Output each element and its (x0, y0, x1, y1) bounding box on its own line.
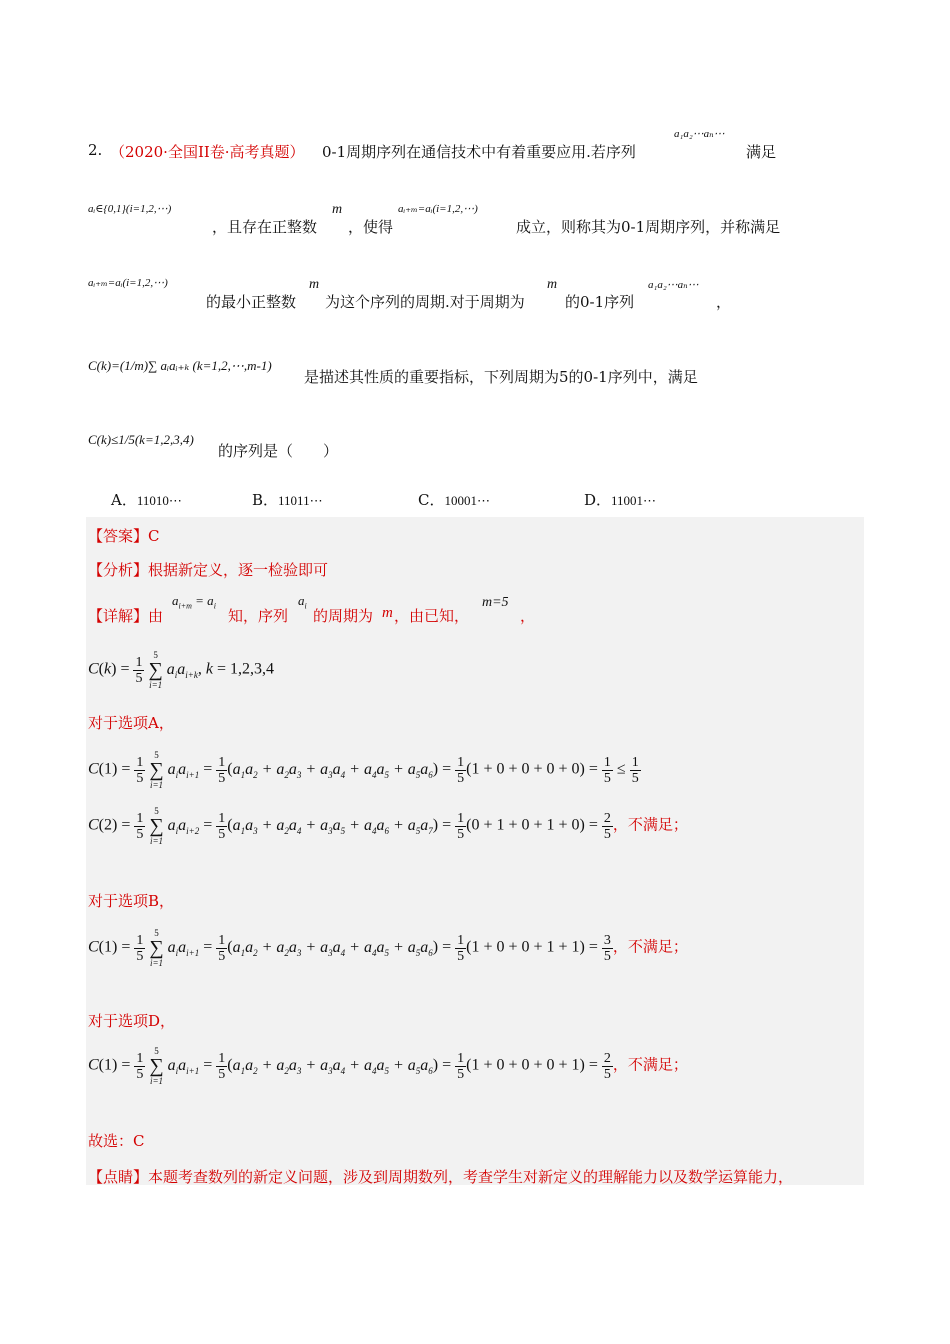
line3-text-1: 的最小正整数 (206, 293, 297, 311)
sequence-expression: a₁a₂⋯aₙ⋯ (674, 128, 725, 140)
detail-condition-expression: $a_{i+m} = a_i$ (172, 593, 216, 611)
line3-text-3: 的0-1序列 (565, 293, 635, 311)
detail-m: m (382, 605, 393, 621)
line5-text: 的序列是（ ） (218, 442, 339, 460)
option-a-not-satisfy: ，不满足； (612, 815, 688, 834)
analysis-text: 根据新定义，逐一检验即可 (148, 561, 329, 579)
line3-end: ， (716, 293, 732, 311)
option-a-c1-equation: C(1) = $\frac{1}{5}$ 5 ∑ i=1 $a_ia_{i+1}$ = $\frac{1}{5}$ $(a_1a_2 + a_2a_3 + a_3a_4 + a_4a_5 + a_5a_6)$ = $\frac{1}{5}$ (1 + 0 + 0 + 0 + 0) = $\frac{1}{5}$ ≤ $\frac{1}{5}$ (88, 750, 639, 790)
variable-m: m (332, 202, 343, 217)
option-a[interactable] (111, 489, 182, 510)
detail-tag: 【详解】 (88, 607, 149, 625)
option-c[interactable] (418, 489, 490, 510)
ck-formula: C(k) = $\frac{1}{5}$ 5 ∑ i=1 $a_ia_{i+k}$, k = 1,2,3,4 (88, 650, 274, 690)
option-b-c1-equation: C(1) = $\frac{1}{5}$ 5 ∑ i=1 $a_ia_{i+1}$ = $\frac{1}{5}$ $(a_1a_2 + a_2a_3 + a_3a_4 + a_4a_5 + a_5a_6)$ = $\frac{1}{5}$ (1 + 0 + 0 + 1 + 1) = $\frac{3}{5}$ ，不满足； (88, 928, 688, 968)
option-b-heading: 对于选项B， (88, 892, 175, 910)
option-d-c1-equation: C(1) = $\frac{1}{5}$ 5 ∑ i=1 $a_ia_{i+1}$ = $\frac{1}{5}$ $(a_1a_2 + a_2a_3 + a_3a_4 + a_4a_5 + a_5a_6)$ = $\frac{1}{5}$ (1 + 0 + 0 + 0 + 1) = $\frac{2}{5}$ ，不满足； (88, 1046, 688, 1086)
option-d[interactable] (584, 489, 656, 510)
comment-text: 本题考查数列的新定义问题，涉及到周期数列，考查学生对新定义的理解能力以及数学运算能力， (148, 1168, 794, 1186)
detail-text-1: 由 (148, 607, 164, 625)
answer-tag: 【答案】 (88, 527, 149, 545)
detail-m-equals-5: m=5 (482, 595, 509, 610)
answer-value: C (148, 527, 160, 545)
option-a-c2-equation: C(2) = $\frac{1}{5}$ 5 ∑ i=1 $a_ia_{i+2}$ = $\frac{1}{5}$ $(a_1a_3 + a_2a_4 + a_3a_5 + a_4a_6 + a_5a_7)$ = $\frac{1}{5}$ (0 + 1 + 0 + 1 + 0) = $\frac{2}{5}$ ，不满足； (88, 806, 688, 846)
detail-text-4: ，由已知， (394, 607, 470, 625)
detail-text-2: 知，序列 (228, 607, 289, 625)
periodic-condition-expression: aᵢ₊ₘ=aᵢ(i=1,2,⋯) (398, 203, 478, 215)
line2-text-3: 成立，则称其为0-1周期序列，并称满足 (516, 218, 781, 236)
line4-text: 是描述其性质的重要指标，下列周期为5的0-1序列中，满足 (304, 368, 698, 386)
ck-condition-expression: C(k)≤1/5(k=1,2,3,4) (88, 432, 194, 447)
line2-text-1: ，且存在正整数 (212, 218, 318, 236)
question-number: 2. (88, 141, 103, 159)
option-d-not-satisfy: ，不满足； (612, 1055, 688, 1074)
conclusion: 故选：C (88, 1132, 145, 1150)
detail-line (88, 605, 163, 626)
ck-definition-expression: C(k)=(1/m)∑ aᵢaᵢ₊ₖ (k=1,2,⋯,m-1) (88, 358, 272, 373)
satisfy-text: 满足 (746, 143, 777, 161)
line3-text-2: 为这个序列的周期.对于周期为 (325, 293, 525, 311)
comment-tag: 【点睛】 (88, 1168, 149, 1186)
answer-line (88, 525, 160, 546)
option-d-value: 11001⋯ (611, 493, 657, 508)
option-b-not-satisfy: ，不满足； (612, 937, 688, 956)
line2-text-2: ，使得 (348, 218, 394, 236)
analysis-line (88, 559, 328, 580)
comment-line (88, 1166, 793, 1187)
option-a-value: 11010⋯ (136, 493, 182, 508)
option-a-heading: 对于选项A， (88, 714, 174, 732)
analysis-tag: 【分析】 (88, 561, 149, 579)
option-a-label: A． (111, 491, 137, 509)
detail-sequence-ai: $a_i$ (298, 593, 307, 611)
option-c-label: C． (418, 491, 445, 509)
periodic-condition-expression-2: aᵢ₊ₘ=aᵢ(i=1,2,⋯) (88, 277, 168, 289)
question-intro: 0-1周期序列在通信技术中有着重要应用.若序列 (322, 143, 636, 161)
option-d-label: D． (584, 491, 612, 509)
option-b-label: B． (252, 491, 279, 509)
detail-text-5: ， (520, 607, 536, 625)
variable-m-3: m (547, 277, 558, 292)
membership-expression: aᵢ∈{0,1}(i=1,2,⋯) (88, 203, 172, 215)
option-d-heading: 对于选项D， (88, 1012, 176, 1030)
option-b-value: 11011⋯ (278, 493, 323, 508)
option-c-value: 10001⋯ (444, 493, 490, 508)
question-source: （2020·全国II卷·高考真题） (110, 143, 305, 161)
sequence-expression-2: a₁a₂⋯aₙ⋯ (648, 279, 699, 291)
option-b[interactable] (252, 489, 323, 510)
variable-m-2: m (309, 277, 320, 292)
detail-text-3: 的周期为 (313, 607, 374, 625)
